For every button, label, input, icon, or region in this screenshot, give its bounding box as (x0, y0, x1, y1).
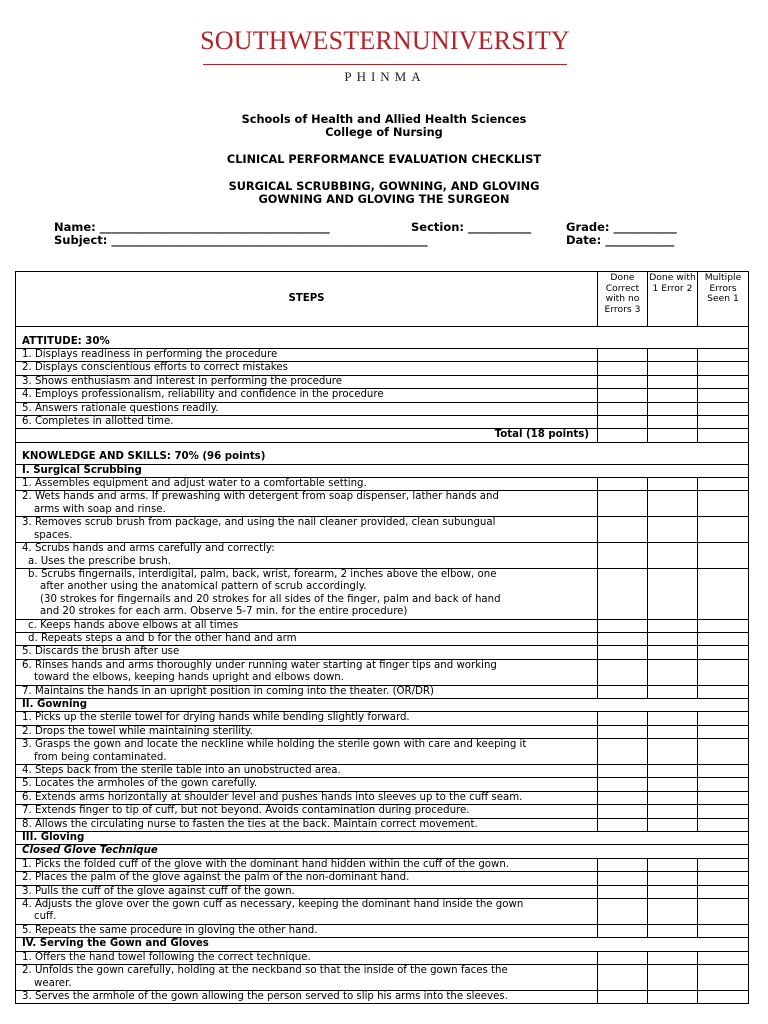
score-cell-3[interactable] (598, 965, 648, 991)
step-text (16, 899, 598, 925)
table-row (16, 765, 749, 778)
score-cell-2[interactable] (648, 568, 698, 619)
score-cell-3[interactable] (598, 646, 648, 659)
step-text (16, 725, 598, 738)
score-cell-3[interactable] (598, 805, 648, 818)
rating-header-one-error: Done with 1 Error 2 (648, 272, 698, 327)
score-cell-1[interactable] (698, 951, 749, 964)
score-cell-2[interactable] (648, 619, 698, 632)
score-cell-1[interactable] (698, 619, 749, 632)
step-text (16, 739, 598, 765)
score-cell-1[interactable] (698, 632, 749, 645)
score-cell-3[interactable] (598, 568, 648, 619)
step-line: 1. Picks up the sterile towel for drying hands while bending slightly forward. (22, 712, 410, 724)
step-line: 2. Wets hands and arms. If prewashing with detergent from soap dispenser, lather hands and (22, 491, 499, 503)
step-line: 3. Pulls the cuff of the glove against cuff of the gown. (22, 885, 295, 897)
table-row (16, 632, 749, 645)
college-name: College of Nursing (325, 126, 443, 139)
score-cell-2[interactable] (648, 990, 698, 1003)
table-row (16, 990, 749, 1003)
step-line: from being contaminated. (34, 751, 167, 763)
step-text (16, 478, 598, 491)
step-line: 5. Repeats the same procedure in gloving the other hand. (22, 924, 318, 936)
logo-divider (203, 64, 567, 65)
step-line: 8. Allows the circulating nurse to fasten the ties at the back. Maintain correct movement. (22, 818, 478, 830)
school-name: Schools of Health and Allied Health Sciences (241, 113, 527, 126)
step-line: 4. Scrubs hands and arms carefully and correctly: (22, 543, 275, 555)
score-cell-2[interactable] (648, 646, 698, 659)
table-row (16, 778, 749, 791)
score-cell-2[interactable] (648, 491, 698, 517)
table-row (16, 491, 749, 517)
score-cell-1[interactable] (698, 389, 749, 402)
spacer-row (16, 442, 749, 451)
score-cell-2[interactable] (648, 712, 698, 725)
table-row (16, 646, 749, 659)
score-cell-3[interactable] (598, 899, 648, 925)
attitude-heading: ATTITUDE: 30% (16, 336, 749, 349)
closed-glove-heading: Closed Glove Technique (16, 845, 749, 858)
score-cell-3[interactable] (598, 632, 648, 645)
score-cell-3[interactable] (598, 402, 648, 415)
step-text (16, 619, 598, 632)
score-cell-1[interactable] (698, 362, 749, 375)
step-text (16, 765, 598, 778)
subsection-heading-row (16, 464, 749, 477)
step-text (16, 858, 598, 871)
table-row (16, 818, 749, 831)
score-cell-3[interactable] (598, 951, 648, 964)
step-line: 7. Maintains the hands in an upright position in coming into the theater. (OR/DR) (22, 685, 434, 697)
checklist-table (15, 271, 749, 1004)
table-row (16, 924, 749, 937)
score-cell-1[interactable] (698, 858, 749, 871)
step-line: wearer. (34, 977, 72, 989)
score-cell-3[interactable] (598, 348, 648, 361)
step-line: 6. Rinses hands and arms thoroughly under running water starting at finger tips and working (22, 659, 497, 671)
steps-header: STEPS (16, 272, 598, 327)
name-field[interactable]: Name: ________________________________________ (54, 220, 330, 234)
step-line: 2. Places the palm of the glove against the palm of the non-dominant hand. (22, 872, 410, 884)
score-cell-2[interactable] (648, 725, 698, 738)
step-line: and 20 strokes for each arm. Observe 5-7 min. for the entire procedure) (40, 606, 408, 618)
step-line: 1. Picks the folded cuff of the glove with the dominant hand hidden within the cuff of the gown. (22, 858, 510, 870)
score-cell-1[interactable] (698, 765, 749, 778)
step-line: 5. Locates the armholes of the gown carefully. (22, 778, 258, 790)
subsection-heading-row (16, 845, 749, 858)
score-cell-2[interactable] (648, 805, 698, 818)
table-row (16, 685, 749, 698)
spacer-row (16, 327, 749, 336)
table-row (16, 872, 749, 885)
step-text: 3. Shows enthusiasm and interest in performing the procedure (16, 375, 598, 388)
score-cell-1[interactable] (698, 791, 749, 804)
score-cell-1[interactable] (698, 659, 749, 685)
step-line: (30 strokes for fingernails and 20 strokes for all sides of the finger, palm and back of hand (40, 593, 501, 605)
score-cell-3[interactable] (598, 415, 648, 428)
score-cell-1[interactable] (698, 478, 749, 491)
score-cell-3[interactable] (598, 685, 648, 698)
serving-heading: IV. Serving the Gown and Gloves (16, 938, 749, 951)
subsection-heading-row (16, 938, 749, 951)
table-row (16, 858, 749, 871)
table-row (16, 951, 749, 964)
subsection-heading-row (16, 832, 749, 845)
score-cell-2[interactable] (648, 348, 698, 361)
score-cell-3[interactable] (598, 543, 648, 569)
step-text (16, 632, 598, 645)
score-cell-2[interactable] (648, 543, 698, 569)
rating-header-correct: Done Correct with no Errors 3 (598, 272, 648, 327)
step-line: toward the elbows, keeping hands upright and elbows down. (34, 672, 344, 684)
score-cell-3[interactable] (598, 765, 648, 778)
section-field[interactable]: Section: ___________ (411, 220, 532, 234)
step-text (16, 646, 598, 659)
score-cell-1[interactable] (698, 872, 749, 885)
score-cell-3[interactable] (598, 778, 648, 791)
score-cell-2[interactable] (648, 872, 698, 885)
score-cell-2[interactable] (648, 739, 698, 765)
score-cell-3[interactable] (598, 517, 648, 543)
score-cell-1[interactable] (698, 685, 749, 698)
logo-wordmark: SOUTHWESTERNUNIVERSITY (200, 26, 570, 55)
score-cell-1[interactable] (698, 348, 749, 361)
subsection-heading-row (16, 698, 749, 711)
score-cell-2[interactable] (648, 402, 698, 415)
score-cell-3[interactable] (598, 478, 648, 491)
document-title: CLINICAL PERFORMANCE EVALUATION CHECKLIST (226, 153, 542, 166)
score-cell-1[interactable] (698, 491, 749, 517)
score-cell-2[interactable] (648, 924, 698, 937)
score-cell-2[interactable] (648, 389, 698, 402)
step-text (16, 712, 598, 725)
score-cell-2[interactable] (648, 885, 698, 898)
score-cell-3[interactable] (598, 389, 648, 402)
score-cell-2[interactable] (648, 429, 698, 442)
score-cell-2[interactable] (648, 858, 698, 871)
step-text (16, 990, 598, 1003)
step-text (16, 543, 598, 569)
table-row (16, 543, 749, 569)
table-row (16, 805, 749, 818)
score-cell-1[interactable] (698, 543, 749, 569)
score-cell-3[interactable] (598, 491, 648, 517)
step-line: 2. Unfolds the gown carefully, holding at the neckband so that the inside of the gown faces the (22, 965, 508, 977)
score-cell-2[interactable] (648, 632, 698, 645)
step-line: 5. Discards the brush after use (22, 646, 180, 658)
table-row (16, 885, 749, 898)
score-cell-3[interactable] (598, 725, 648, 738)
knowledge-heading: KNOWLEDGE AND SKILLS: 70% (96 points) (16, 451, 749, 464)
gowning-heading: II. Gowning (16, 698, 749, 711)
score-cell-3[interactable] (598, 791, 648, 804)
score-cell-1[interactable] (698, 885, 749, 898)
table-row (16, 712, 749, 725)
step-text (16, 885, 598, 898)
step-text: 4. Employs professionalism, reliability and confidence in the procedure (16, 389, 598, 402)
score-cell-3[interactable] (598, 362, 648, 375)
score-cell-1[interactable] (698, 375, 749, 388)
score-cell-1[interactable] (698, 924, 749, 937)
table-row (16, 375, 749, 388)
table-row (16, 389, 749, 402)
table-row (16, 965, 749, 991)
score-cell-3[interactable] (598, 375, 648, 388)
blank-cell (16, 327, 749, 336)
step-text: 6. Completes in allotted time. (16, 415, 598, 428)
procedure-title: SURGICAL SCRUBBING, GOWNING, AND GLOVING (228, 180, 540, 193)
score-cell-2[interactable] (648, 362, 698, 375)
table-row (16, 402, 749, 415)
table-row (16, 739, 749, 765)
step-text (16, 818, 598, 831)
table-row (16, 619, 749, 632)
step-text: 1. Displays readiness in performing the procedure (16, 348, 598, 361)
table-row (16, 415, 749, 428)
score-cell-2[interactable] (648, 965, 698, 991)
score-cell-2[interactable] (648, 951, 698, 964)
score-cell-2[interactable] (648, 685, 698, 698)
step-text (16, 951, 598, 964)
score-cell-3[interactable] (598, 739, 648, 765)
score-cell-2[interactable] (648, 415, 698, 428)
score-cell-1[interactable] (698, 990, 749, 1003)
step-text (16, 659, 598, 685)
rating-header-multiple-errors: Multiple Errors Seen 1 (698, 272, 749, 327)
score-cell-2[interactable] (648, 791, 698, 804)
step-line: 6. Extends arms horizontally at shoulder level and pushes hands into sleeves up to the cuff seam. (22, 791, 523, 803)
step-line: d. Repeats steps a and b for the other hand and arm (28, 632, 297, 644)
score-cell-3[interactable] (598, 712, 648, 725)
section-heading-row (16, 336, 749, 349)
step-line: arms with soap and rinse. (34, 503, 166, 515)
score-cell-3[interactable] (598, 872, 648, 885)
score-cell-3[interactable] (598, 429, 648, 442)
date-field[interactable]: Date: ____________ (566, 233, 675, 247)
score-cell-2[interactable] (648, 659, 698, 685)
step-text (16, 778, 598, 791)
step-line: 4. Steps back from the sterile table into an unobstructed area. (22, 765, 341, 776)
procedure-subtitle: GOWNING AND GLOVING THE SURGEON (258, 193, 510, 206)
table-row (16, 725, 749, 738)
subject-field[interactable]: Subject: _______________________________________________________ (54, 233, 428, 247)
table-row (16, 568, 749, 619)
score-cell-3[interactable] (598, 990, 648, 1003)
score-cell-1[interactable] (698, 778, 749, 791)
step-line: 3. Serves the armhole of the gown allowing the person served to slip his arms into the sleeves. (22, 990, 508, 1002)
table-row (16, 348, 749, 361)
score-cell-2[interactable] (648, 818, 698, 831)
total-label: Total (18 points) (16, 429, 598, 442)
score-cell-1[interactable] (698, 965, 749, 991)
score-cell-2[interactable] (648, 517, 698, 543)
score-cell-2[interactable] (648, 778, 698, 791)
score-cell-1[interactable] (698, 429, 749, 442)
score-cell-3[interactable] (598, 619, 648, 632)
step-line: after another using the anatomical pattern of scrub accordingly. (40, 581, 367, 593)
total-row (16, 429, 749, 442)
table-row (16, 659, 749, 685)
step-text: 2. Displays conscientious efforts to correct mistakes (16, 362, 598, 375)
step-text (16, 491, 598, 517)
score-cell-1[interactable] (698, 818, 749, 831)
table-row (16, 899, 749, 925)
score-cell-3[interactable] (598, 659, 648, 685)
score-cell-1[interactable] (698, 712, 749, 725)
step-text (16, 568, 598, 619)
score-cell-3[interactable] (598, 885, 648, 898)
step-text (16, 805, 598, 818)
step-line: b. Scrubs fingernails, interdigital, palm, back, wrist, forearm, 2 inches above the elbow, one (28, 568, 497, 580)
score-cell-1[interactable] (698, 805, 749, 818)
score-cell-2[interactable] (648, 375, 698, 388)
step-line: 3. Grasps the gown and locate the neckline while holding the sterile gown with care and keeping it (22, 739, 527, 751)
table-header-row (16, 272, 749, 327)
score-cell-1[interactable] (698, 517, 749, 543)
grade-field[interactable]: Grade: ___________ (566, 220, 677, 234)
step-text: 5. Answers rationale questions readily. (16, 402, 598, 415)
blank-cell (16, 442, 749, 451)
step-line: 2. Drops the towel while maintaining sterility. (22, 725, 253, 737)
step-text (16, 685, 598, 698)
step-text (16, 924, 598, 937)
section-heading-row (16, 451, 749, 464)
step-text (16, 872, 598, 885)
score-cell-1[interactable] (698, 568, 749, 619)
table-row (16, 362, 749, 375)
table-row (16, 478, 749, 491)
gloving-heading: III. Gloving (16, 832, 749, 845)
university-logo (185, 14, 585, 84)
table-row (16, 517, 749, 543)
table-row (16, 791, 749, 804)
step-line: a. Uses the prescribe brush. (28, 555, 171, 567)
score-cell-1[interactable] (698, 739, 749, 765)
score-cell-1[interactable] (698, 415, 749, 428)
score-cell-2[interactable] (648, 478, 698, 491)
score-cell-1[interactable] (698, 725, 749, 738)
step-line: c. Keeps hands above elbows at all times (28, 619, 239, 631)
step-line: cuff. (34, 911, 57, 923)
step-line: 3. Removes scrub brush from package, and using the nail cleaner provided, clean subungual (22, 517, 496, 529)
step-line: 1. Assembles equipment and adjust water to a comfortable setting. (22, 478, 367, 490)
step-line: 7. Extends finger to tip of cuff, but not beyond. Avoids contamination during procedure. (22, 805, 470, 817)
score-cell-3[interactable] (598, 924, 648, 937)
step-text (16, 965, 598, 991)
score-cell-3[interactable] (598, 858, 648, 871)
step-line: 4. Adjusts the glove over the gown cuff as necessary, keeping the dominant hand inside the gown (22, 899, 524, 911)
scrubbing-heading: I. Surgical Scrubbing (16, 464, 749, 477)
step-text (16, 791, 598, 804)
step-line: 1. Offers the hand towel following the correct technique. (22, 951, 311, 963)
score-cell-1[interactable] (698, 899, 749, 925)
score-cell-1[interactable] (698, 402, 749, 415)
score-cell-3[interactable] (598, 818, 648, 831)
score-cell-1[interactable] (698, 646, 749, 659)
score-cell-2[interactable] (648, 899, 698, 925)
step-text (16, 517, 598, 543)
score-cell-2[interactable] (648, 765, 698, 778)
step-line: spaces. (34, 529, 73, 541)
logo-partner: PHINMA (344, 69, 426, 84)
